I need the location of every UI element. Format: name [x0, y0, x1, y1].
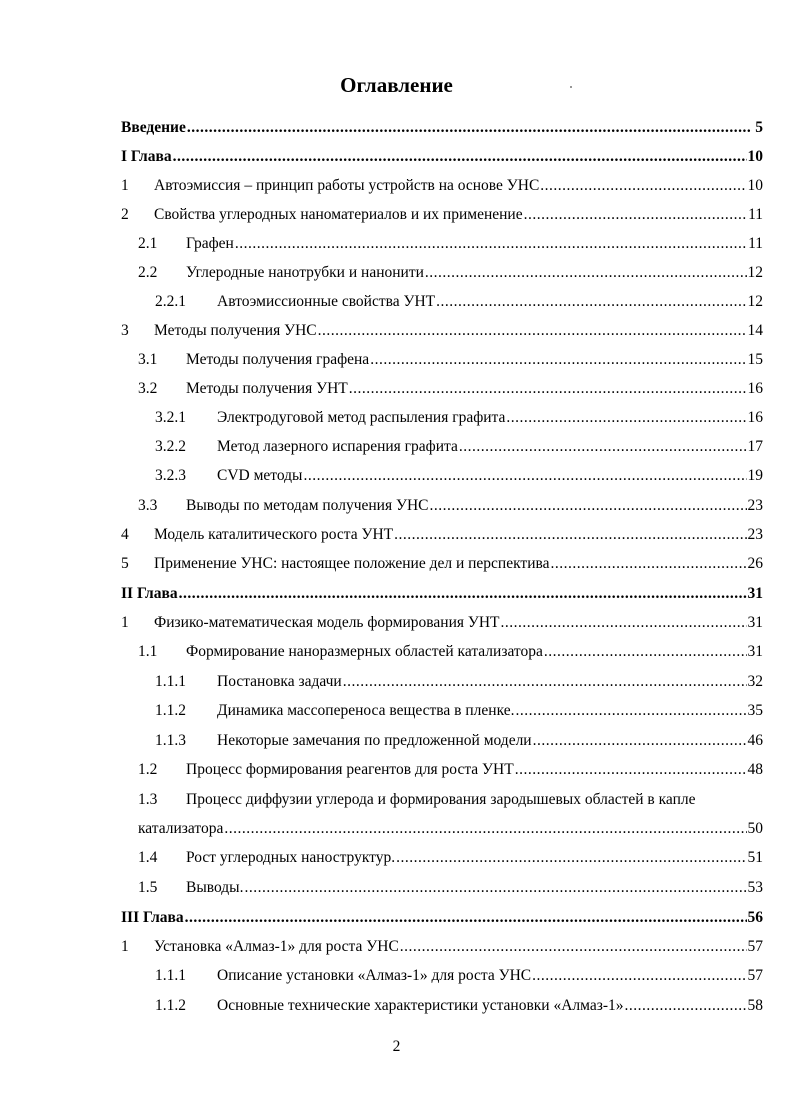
toc-entry-number: 1	[121, 614, 129, 631]
toc-entry-number: 1.3	[138, 791, 158, 808]
toc-entry-page: 35	[747, 702, 763, 719]
toc-entry[interactable]	[138, 876, 763, 900]
toc-entry-text: III Глава	[121, 909, 184, 926]
toc-entry-number: 3	[121, 322, 129, 339]
toc-entry[interactable]	[138, 640, 763, 664]
toc-entry-page: 31	[747, 585, 763, 602]
toc-entry-page: 32	[747, 673, 763, 690]
toc-entry-page: 31	[747, 614, 763, 631]
toc-dot-leader	[185, 906, 747, 930]
toc-entry-page: 16	[747, 380, 763, 397]
toc-entry-page: 10	[747, 177, 763, 194]
toc-entry-page: 46	[747, 732, 763, 749]
toc-dot-leader	[318, 319, 747, 343]
toc-entry[interactable]	[155, 994, 763, 1018]
toc-entry-number: 2.1	[138, 235, 158, 252]
toc-entry-text: Свойства углеродных наноматериалов и их применение	[154, 206, 523, 223]
toc-entry-page: 14	[747, 322, 763, 339]
toc-entry-page: 57	[747, 938, 763, 955]
toc-dot-leader	[533, 729, 747, 753]
toc-entry-text: катализатора	[138, 820, 224, 837]
toc-entry-continuation[interactable]	[138, 817, 763, 841]
toc-entry-page: 50	[747, 820, 763, 837]
toc-entry-page: 57	[747, 967, 763, 984]
toc-dot-leader	[551, 552, 747, 576]
toc-dot-leader	[506, 406, 746, 430]
toc-dot-leader	[515, 758, 747, 782]
toc-entry-text: Автоэмиссионные свойства УНТ	[217, 293, 436, 310]
toc-entry-text: Динамика массопереноса вещества в пленке.	[217, 702, 515, 719]
toc-entry-number: 1.1.1	[155, 967, 186, 984]
toc-entry-chapter-3[interactable]	[121, 906, 763, 930]
toc-entry-text: Выводы.	[186, 879, 244, 896]
page-title: Оглавление	[340, 73, 453, 97]
toc-entry-number: 3.3	[138, 497, 158, 514]
toc-entry[interactable]	[155, 290, 763, 314]
toc-entry-text: CVD методы	[217, 467, 303, 484]
toc-entry-page: 23	[747, 526, 763, 543]
toc-dot-leader	[235, 232, 747, 256]
toc-entry-number: 1.5	[138, 879, 158, 896]
toc-dot-leader	[394, 523, 746, 547]
toc-dot-leader	[429, 494, 746, 518]
toc-entry-number: 3.2.3	[155, 467, 186, 484]
toc-entry[interactable]	[121, 935, 763, 959]
toc-entry-number: 2	[121, 206, 129, 223]
toc-dot-leader	[224, 817, 746, 841]
toc-entry-page: 53	[747, 879, 763, 896]
toc-entry-text: Физико-математическая модель формирования УНТ	[154, 614, 500, 631]
toc-entry[interactable]	[138, 494, 763, 518]
toc-entry-text: Процесс диффузии углерода и формирования зародышевых областей в капле	[186, 791, 696, 808]
toc-dot-leader	[501, 611, 747, 635]
toc-dot-leader	[515, 699, 746, 723]
toc-entry[interactable]	[138, 758, 763, 782]
toc-entry-text: Введение	[121, 119, 186, 136]
toc-entry-text: Процесс формирования реагентов для роста УНТ	[186, 761, 514, 778]
toc-entry-page: 19	[747, 467, 763, 484]
toc-entry-page: 12	[747, 264, 763, 281]
toc-entry-number: 3.2.2	[155, 438, 186, 455]
toc-entry-text: Постановка задачи	[217, 673, 342, 690]
toc-entry-number: 1.1.1	[155, 673, 186, 690]
toc-entry-number: 1	[121, 177, 129, 194]
toc-entry-number: 4	[121, 526, 129, 543]
toc-entry-text: Графен	[186, 235, 234, 252]
toc-entry-text: Описание установки «Алмаз-1» для роста УНС	[217, 967, 532, 984]
toc-entry-number: 5	[121, 555, 129, 572]
toc-entry-text: Электродуговой метод распыления графита	[217, 409, 506, 426]
toc-entry-chapter-2[interactable]	[121, 582, 763, 606]
toc-dot-leader	[524, 203, 747, 227]
toc-entry-text: Основные технические характеристики установки «Алмаз-1»	[217, 997, 624, 1014]
page-number: 2	[392, 1038, 401, 1055]
toc-entry-number: 1.1.2	[155, 702, 186, 719]
toc-entry-number: 3.2	[138, 380, 158, 397]
toc-dot-leader	[179, 582, 747, 606]
toc-dot-leader	[436, 290, 746, 314]
toc-entry-number: 3.1	[138, 351, 158, 368]
toc-entry[interactable]	[138, 377, 763, 401]
toc-entry-number: 1.1	[138, 643, 158, 660]
toc-entry-page: 5	[755, 119, 763, 136]
toc-entry[interactable]	[121, 174, 763, 198]
toc-entry[interactable]	[121, 523, 763, 547]
toc-dot-leader	[540, 174, 746, 198]
toc-entry-page: 10	[747, 148, 763, 165]
toc-entry-page: 56	[747, 909, 763, 926]
toc-entry-number: 1.1.3	[155, 732, 186, 749]
toc-entry-text: Методы получения УНС	[154, 322, 317, 339]
toc-entry-chapter-1[interactable]	[121, 145, 763, 169]
toc-entry-text: Метод лазерного испарения графита	[217, 438, 458, 455]
toc-entry-text: Установка «Алмаз-1» для роста УНС	[154, 938, 399, 955]
toc-dot-leader	[396, 846, 746, 870]
toc-entry-page: 23	[747, 497, 763, 514]
toc-dot-leader	[244, 876, 746, 900]
toc-dot-leader	[343, 670, 747, 694]
toc-dot-leader	[349, 377, 747, 401]
toc-entry-page: 17	[747, 438, 763, 455]
toc-entry-text: Некоторые замечания по предложенной модели	[217, 732, 532, 749]
toc-entry-number: 2.2.1	[155, 293, 186, 310]
toc-entry-number: 1.4	[138, 849, 158, 866]
toc-entry-page: 11	[748, 235, 763, 252]
toc-entry-number: 1.1.2	[155, 997, 186, 1014]
toc-entry-text: Рост углеродных наноструктур.	[186, 849, 396, 866]
toc-entry-text: Методы получения графена	[186, 351, 370, 368]
toc-entry[interactable]	[155, 406, 763, 430]
toc-entry-text: Автоэмиссия – принцип работы устройств на основе УНС	[154, 177, 540, 194]
toc-entry[interactable]	[155, 464, 763, 488]
toc-entry-page: 51	[747, 849, 763, 866]
toc-dot-leader	[425, 261, 747, 285]
toc-entry-text: Выводы по методам получения УНС	[186, 497, 429, 514]
toc-entry-page: 48	[747, 761, 763, 778]
toc-entry-text: II Глава	[121, 585, 178, 602]
toc-entry-page: 15	[747, 351, 763, 368]
toc-dot-leader	[400, 935, 747, 959]
toc-entry-number: 1.2	[138, 761, 158, 778]
toc-dot-leader	[625, 994, 747, 1018]
toc-dot-leader	[370, 348, 746, 372]
toc-entry-page: 31	[747, 643, 763, 660]
toc-entry[interactable]	[155, 699, 763, 723]
toc-entry-wrapped[interactable]	[138, 788, 696, 812]
toc-dot-leader	[459, 435, 747, 459]
toc-entry-text: Модель каталитического роста УНТ	[154, 526, 394, 543]
toc-entry-page: 58	[747, 997, 763, 1014]
toc-dot-leader	[544, 640, 747, 664]
toc-dot-leader	[187, 116, 752, 140]
toc-entry[interactable]	[138, 261, 763, 285]
toc-entry-number: 3.2.1	[155, 409, 186, 426]
toc-entry-text: Формирование наноразмерных областей катализатора	[186, 643, 543, 660]
toc-entry-introduction[interactable]	[121, 116, 763, 140]
toc-entry[interactable]	[155, 729, 763, 753]
toc-entry-text: Методы получения УНТ	[186, 380, 348, 397]
toc-entry-text: Углеродные нанотрубки и нанонити	[186, 264, 424, 281]
toc-entry[interactable]	[121, 319, 763, 343]
toc-entry[interactable]	[138, 232, 763, 256]
toc-entry-text: I Глава	[121, 148, 172, 165]
toc-entry-page: 26	[747, 555, 763, 572]
toc-entry[interactable]	[121, 552, 763, 576]
toc-entry-number: 1	[121, 938, 129, 955]
toc-entry[interactable]	[121, 611, 763, 635]
toc-entry-page: 11	[748, 206, 763, 223]
toc-dot-leader	[532, 964, 746, 988]
toc-dot-leader	[303, 464, 746, 488]
toc-entry-text: Применение УНС: настоящее положение дел и перспектива	[154, 555, 550, 572]
toc-entry[interactable]	[155, 964, 763, 988]
toc-entry-page: 12	[747, 293, 763, 310]
toc-entry[interactable]	[155, 670, 763, 694]
toc-dot-leader	[173, 145, 747, 169]
toc-entry[interactable]	[155, 435, 763, 459]
toc-entry-page: 16	[747, 409, 763, 426]
toc-entry[interactable]	[138, 846, 763, 870]
toc-entry[interactable]	[121, 203, 763, 227]
toc-entry-number: 2.2	[138, 264, 158, 281]
toc-entry[interactable]	[138, 348, 763, 372]
